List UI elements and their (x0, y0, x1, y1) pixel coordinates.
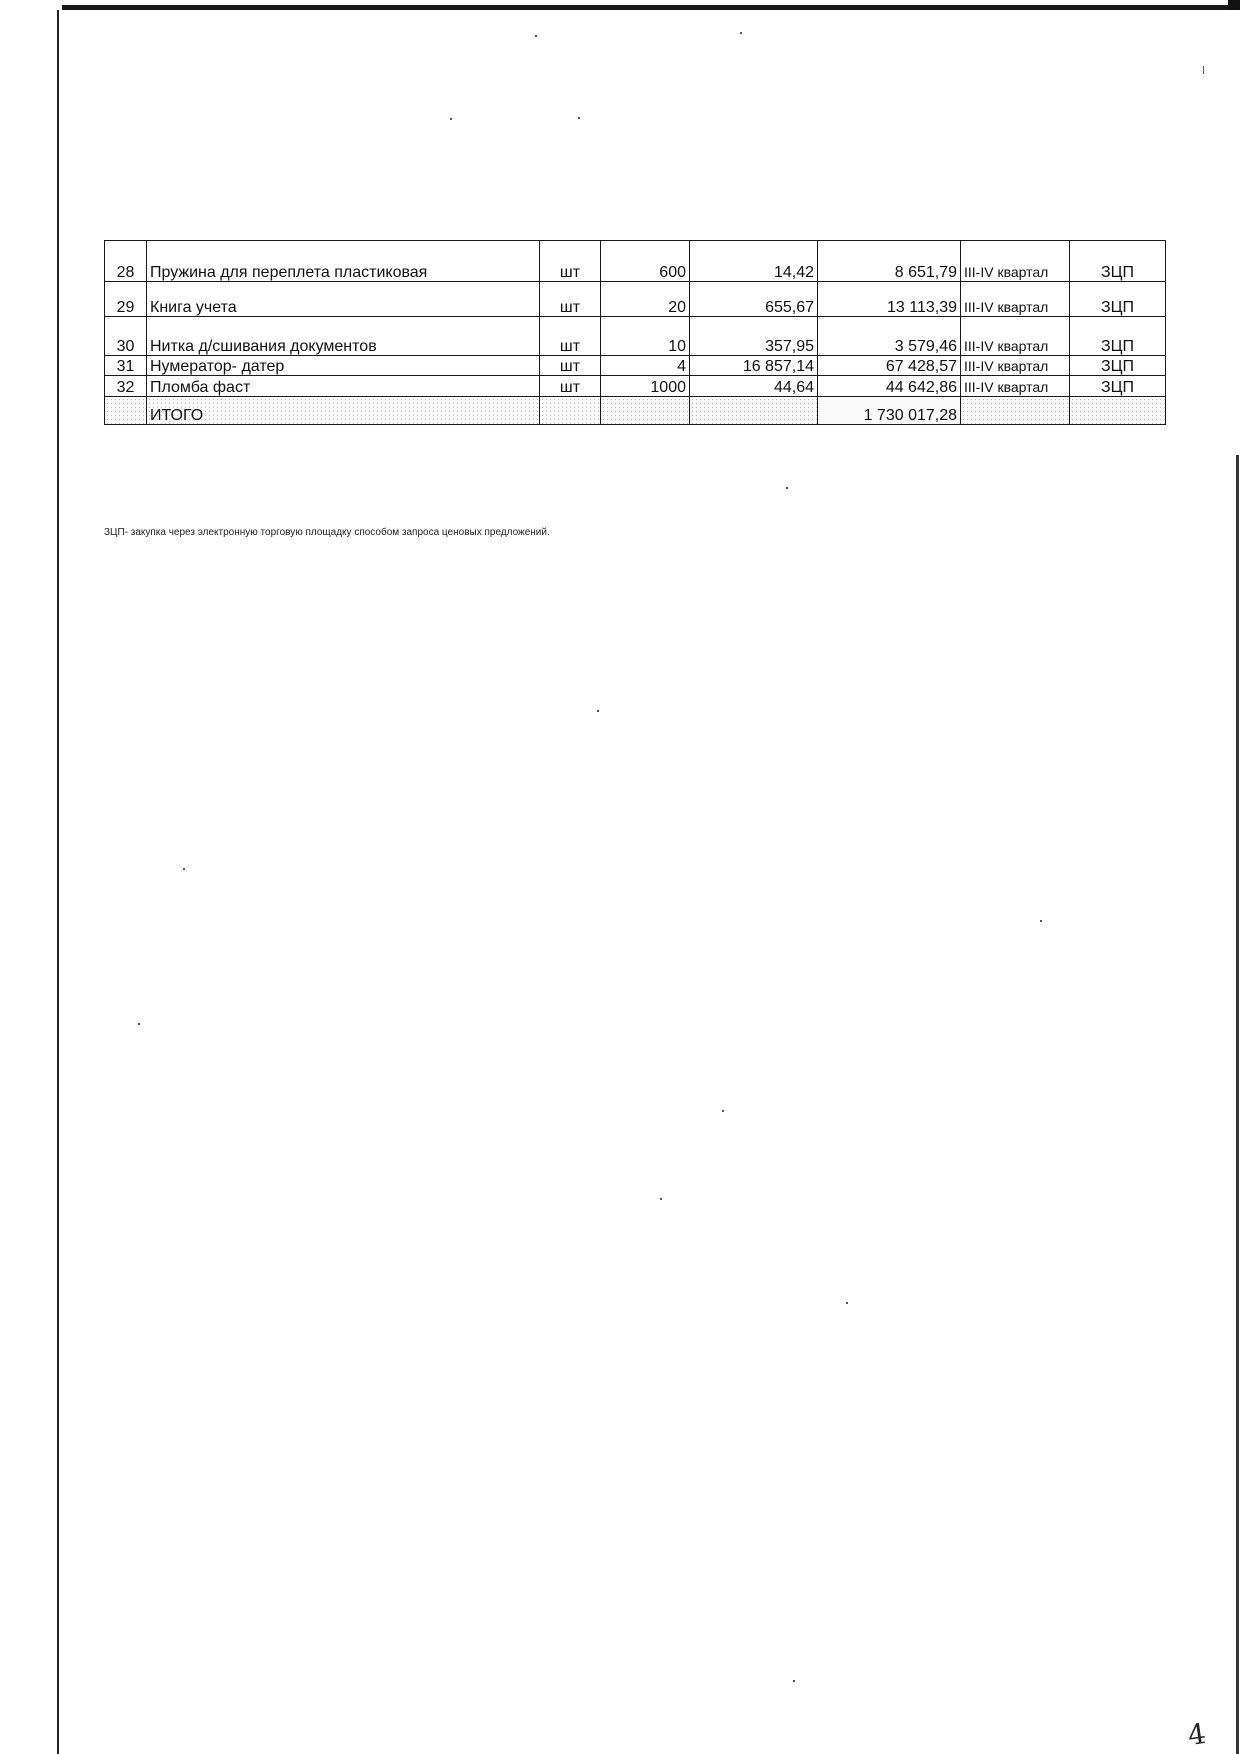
handwritten-page-number: 4 (1185, 1716, 1209, 1753)
item-period: III-IV квартал (961, 282, 1070, 317)
table-row (105, 241, 1166, 282)
item-price: 44,64 (690, 376, 818, 397)
item-unit: шт (540, 282, 601, 317)
scan-speck (138, 1023, 140, 1025)
scan-top-edge (62, 5, 1240, 10)
scan-speck (450, 118, 452, 120)
scan-speck (535, 35, 537, 37)
item-name: Нумератор- датер (147, 356, 540, 376)
scan-speck (740, 32, 742, 34)
table-row (105, 317, 1166, 356)
procurement-table (104, 240, 1166, 425)
item-name: Книга учета (147, 282, 540, 317)
row-number: 32 (105, 376, 147, 397)
item-unit: шт (540, 317, 601, 356)
item-method: ЗЦП (1070, 376, 1166, 397)
total-period-cell (961, 397, 1070, 425)
item-period: III-IV квартал (961, 356, 1070, 376)
item-sum: 3 579,46 (818, 317, 961, 356)
item-period: III-IV квартал (961, 317, 1070, 356)
scan-corner-mark (1228, 0, 1240, 10)
scan-speck (597, 710, 599, 712)
item-price: 14,42 (690, 241, 818, 282)
table-row (105, 282, 1166, 317)
item-price: 357,95 (690, 317, 818, 356)
item-unit: шт (540, 241, 601, 282)
scan-left-edge (57, 10, 59, 1754)
item-unit: шт (540, 356, 601, 376)
scan-speck (722, 1110, 724, 1112)
scan-right-edge (1236, 455, 1239, 1754)
item-quantity: 4 (601, 356, 690, 376)
total-row (105, 397, 1166, 425)
item-method: ЗЦП (1070, 356, 1166, 376)
total-method-cell (1070, 397, 1166, 425)
total-qty-cell (601, 397, 690, 425)
item-sum: 8 651,79 (818, 241, 961, 282)
item-name: Пружина для переплета пластиковая (147, 241, 540, 282)
scan-speck (1203, 66, 1204, 74)
item-sum: 13 113,39 (818, 282, 961, 317)
item-period: III-IV квартал (961, 376, 1070, 397)
item-price: 16 857,14 (690, 356, 818, 376)
scan-speck (578, 117, 580, 119)
scan-speck (660, 1198, 662, 1200)
row-number: 30 (105, 317, 147, 356)
row-number: 28 (105, 241, 147, 282)
item-quantity: 1000 (601, 376, 690, 397)
scan-speck (793, 1680, 795, 1682)
item-method: ЗЦП (1070, 241, 1166, 282)
table-row (105, 356, 1166, 376)
total-number-cell (105, 397, 147, 425)
row-number: 31 (105, 356, 147, 376)
item-method: ЗЦП (1070, 317, 1166, 356)
item-quantity: 20 (601, 282, 690, 317)
item-unit: шт (540, 376, 601, 397)
total-price-cell (690, 397, 818, 425)
table-row (105, 376, 1166, 397)
total-sum: 1 730 017,28 (818, 397, 961, 425)
scan-speck (846, 1302, 848, 1304)
item-method: ЗЦП (1070, 282, 1166, 317)
scan-speck (183, 868, 185, 870)
item-quantity: 600 (601, 241, 690, 282)
row-number: 29 (105, 282, 147, 317)
item-sum: 44 642,86 (818, 376, 961, 397)
item-sum: 67 428,57 (818, 356, 961, 376)
item-name: Нитка д/сшивания документов (147, 317, 540, 356)
total-label: ИТОГО (147, 397, 540, 425)
scan-speck (1040, 920, 1042, 922)
total-unit-cell (540, 397, 601, 425)
footnote: ЗЦП- закупка через электронную торговую площадку способом запроса ценовых предложений. (104, 527, 550, 538)
item-name: Пломба фаст (147, 376, 540, 397)
item-quantity: 10 (601, 317, 690, 356)
item-price: 655,67 (690, 282, 818, 317)
item-period: III-IV квартал (961, 241, 1070, 282)
scan-speck (786, 487, 788, 489)
